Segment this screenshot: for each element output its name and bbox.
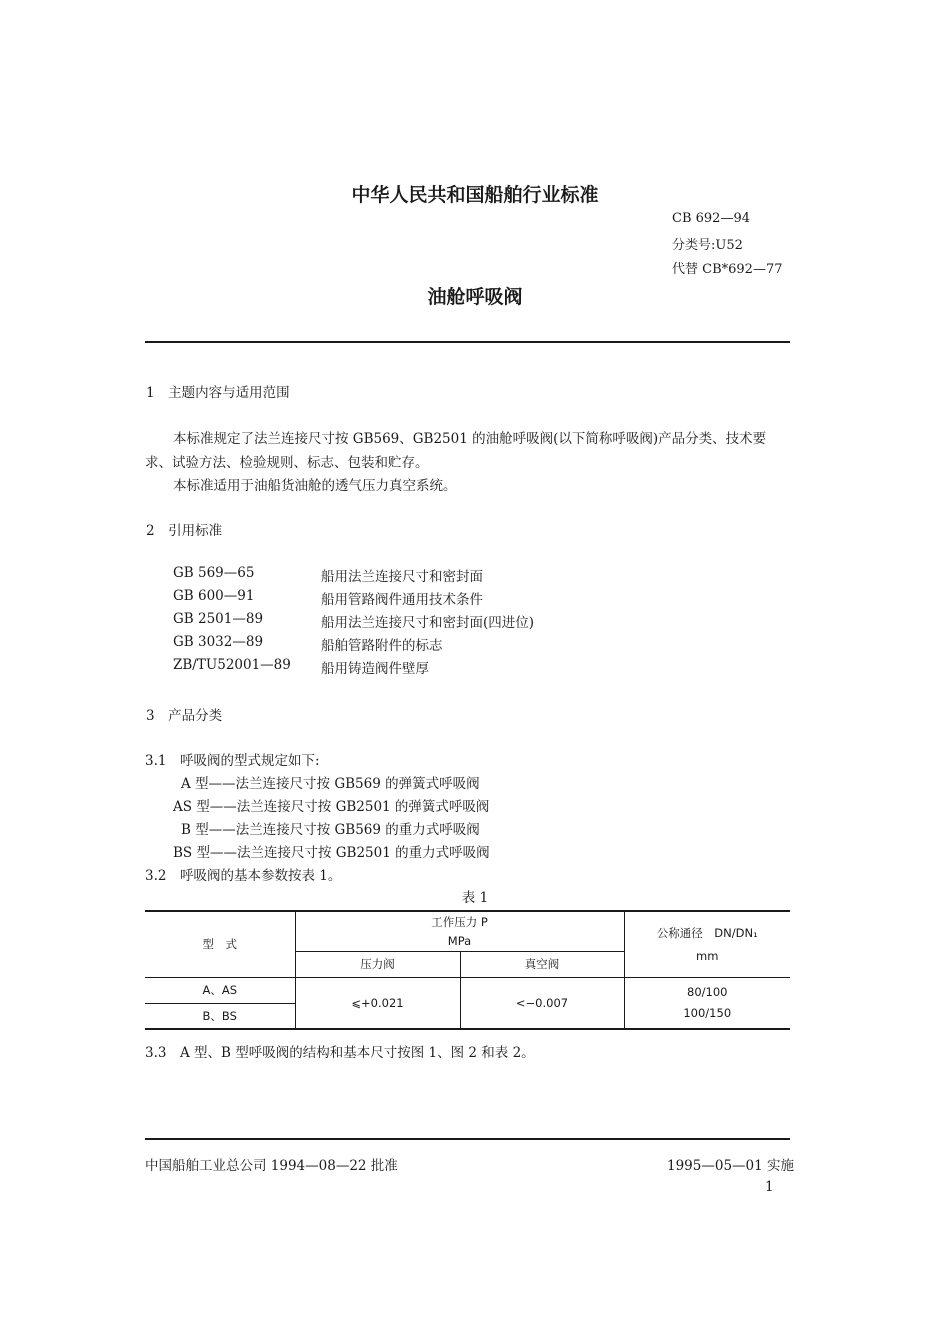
reference-name: 船用管路阀件通用技术条件 [321,592,483,608]
table-cell-nominal: 100/150 [683,1006,732,1021]
approval-info: 中国船舶工业总公司 1994—08—22 批准 [145,1158,398,1174]
table-cell-type: B、BS [145,1003,295,1029]
reference-code: GB 600—91 [173,588,255,604]
reference-code: ZB/TU52001—89 [173,657,291,673]
header-nominal-diameter-unit: mm [696,949,719,964]
table-cell-pressure-value: ⩽+0.021 [295,977,460,1029]
header-working-pressure [295,911,624,951]
section-1-paragraph-line-2: 求、试验方法、检验规则、标志、包装和贮存。 [145,455,429,471]
table-caption: 表 1 [461,890,489,906]
reference-code: GB 2501—89 [173,611,264,627]
reference-name: 船用法兰连接尺寸和密封面(四进位) [321,615,535,631]
classification-number: 分类号:U52 [672,238,743,253]
reference-name: 船用法兰连接尺寸和密封面 [321,569,483,585]
replaces-standard: 代替 CB*692—77 [672,262,783,277]
effective-date: 1995—05—01 实施 [667,1158,795,1174]
table-cell-type: A、AS [145,977,295,1003]
section-1-paragraph-2: 本标准适用于油船货油舱的透气压力真空系统。 [173,478,457,494]
header-type: 型 式 [145,911,295,977]
section-1-heading: 1 主题内容与适用范围 [146,385,290,401]
reference-name: 船舶管路附件的标志 [321,638,443,654]
type-definition-bs: BS 型——法兰连接尺寸按 GB2501 的重力式呼吸阀 [173,845,490,861]
type-definition-as: AS 型——法兰连接尺寸按 GB2501 的弹簧式呼吸阀 [173,799,490,815]
section-2-heading: 2 引用标准 [146,523,223,539]
header-nominal-diameter [624,911,790,977]
table-cell-nominal-values [624,977,790,1029]
title-divider [145,341,790,343]
item-3-1: 3.1 呼吸阀的型式规定如下: [145,753,320,769]
footer-divider [145,1138,790,1140]
table-cell-vacuum-value: <−0.007 [460,977,624,1029]
reference-name: 船用铸造阀件壁厚 [321,661,429,677]
page-number: 1 [765,1179,774,1195]
document-title: 油舱呼吸阀 [427,286,523,308]
type-definition-b: B 型——法兰连接尺寸按 GB569 的重力式呼吸阀 [181,822,480,838]
item-3-3: 3.3 A 型、B 型呼吸阀的结构和基本尺寸按图 1、图 2 和表 2。 [145,1045,535,1061]
item-3-2: 3.2 呼吸阀的基本参数按表 1。 [145,868,342,884]
table-cell-nominal: 80/100 [687,985,728,1000]
type-definition-a: A 型——法兰连接尺寸按 GB569 的弹簧式呼吸阀 [181,776,480,792]
reference-code: GB 569—65 [173,565,255,581]
section-1-paragraph-line-1: 本标准规定了法兰连接尺寸按 GB569、GB2501 的油舱呼吸阀(以下简称呼吸阀)产品分类、技术要 [173,431,767,447]
standard-title: 中华人民共和国船舶行业标准 [351,184,599,206]
header-working-pressure-label: 工作压力 P [431,915,488,930]
section-3-heading: 3 产品分类 [146,708,223,724]
header-working-pressure-unit: MPa [447,934,472,949]
header-nominal-diameter-label: 公称通径 DN/DN₁ [656,926,758,941]
reference-code: GB 3032—89 [173,634,264,650]
parameters-table [145,910,790,1030]
header-vacuum-valve: 真空阀 [460,951,624,977]
header-pressure-valve: 压力阀 [295,951,460,977]
standard-code: CB 692—94 [672,211,750,226]
